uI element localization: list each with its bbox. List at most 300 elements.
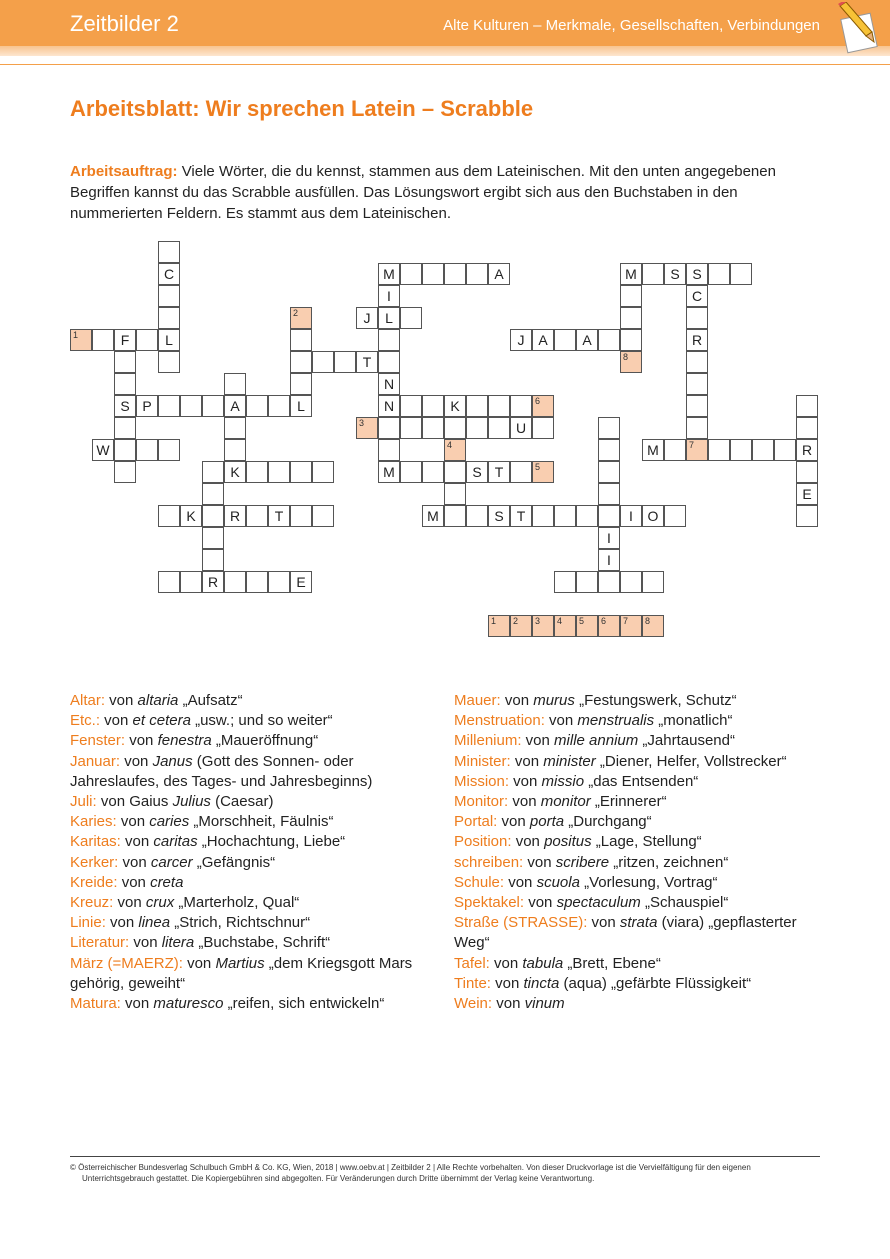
crossword-cell[interactable]	[180, 571, 202, 593]
solution-cell[interactable]	[554, 615, 576, 637]
crossword-cell[interactable]	[202, 527, 224, 549]
glossary-term: Millenium:	[454, 732, 522, 750]
crossword-cell[interactable]	[664, 505, 686, 527]
solution-cell[interactable]	[642, 615, 664, 637]
crossword-cell[interactable]: R	[224, 505, 246, 527]
crossword-cell[interactable]: R	[686, 329, 708, 351]
solution-number: 5	[579, 616, 585, 626]
glossary-pre: von	[129, 934, 162, 952]
crossword-cell[interactable]	[246, 395, 268, 417]
crossword-cell[interactable]	[642, 571, 664, 593]
glossary-meaning: „Hochachtung, Liebe“	[197, 833, 346, 851]
crossword-cell[interactable]: K	[180, 505, 202, 527]
crossword-cell[interactable]	[598, 417, 620, 439]
glossary-pre: von	[587, 914, 620, 932]
glossary-latin: litera	[161, 934, 195, 952]
glossary-term: Kreide:	[70, 873, 118, 891]
solution-cell[interactable]	[532, 615, 554, 637]
crossword-cell[interactable]	[642, 263, 664, 285]
glossary-latin: creta	[150, 873, 184, 891]
crossword-cell[interactable]: N	[378, 395, 400, 417]
glossary-term: Wein:	[454, 995, 493, 1013]
crossword-cell[interactable]	[444, 263, 466, 285]
solution-number: 4	[557, 616, 563, 626]
crossword-cell[interactable]: I	[598, 549, 620, 571]
crossword-cell[interactable]	[180, 395, 202, 417]
crossword-cell[interactable]	[444, 461, 466, 483]
glossary-latin: vinum	[524, 995, 565, 1013]
crossword-cell[interactable]	[136, 439, 158, 461]
crossword-cell[interactable]	[444, 417, 466, 439]
glossary-entry	[70, 873, 440, 893]
crossword-cell[interactable]: R	[202, 571, 224, 593]
crossword-cell[interactable]: K	[444, 395, 466, 417]
crossword-cell[interactable]	[290, 373, 312, 395]
solution-cell[interactable]	[576, 615, 598, 637]
crossword-cell[interactable]: K	[224, 461, 246, 483]
crossword-cell[interactable]: S	[466, 461, 488, 483]
glossary-term: Spektakel:	[454, 894, 525, 912]
glossary-meaning: „usw.; und so weiter“	[190, 712, 333, 730]
crossword-cell[interactable]	[576, 505, 598, 527]
crossword-cell[interactable]	[554, 329, 576, 351]
crossword-cell[interactable]	[246, 461, 268, 483]
glossary-entry	[70, 933, 440, 953]
crossword-cell[interactable]	[268, 461, 290, 483]
crossword-cell[interactable]	[554, 571, 576, 593]
crossword-cell[interactable]	[422, 417, 444, 439]
crossword-cell[interactable]	[400, 461, 422, 483]
crossword-cell[interactable]	[224, 439, 246, 461]
crossword-cell[interactable]	[378, 417, 400, 439]
crossword-cell[interactable]	[202, 483, 224, 505]
crossword-cell[interactable]: A	[224, 395, 246, 417]
glossary-term: Menstruation:	[454, 712, 545, 730]
glossary-term: Portal:	[454, 813, 498, 831]
glossary-meaning: „ritzen, zeichnen“	[609, 853, 729, 871]
crossword-cell[interactable]	[510, 461, 532, 483]
glossary-entry	[70, 913, 440, 933]
crossword-cell[interactable]	[290, 329, 312, 351]
glossary-entry	[454, 994, 824, 1014]
crossword-cell[interactable]	[598, 439, 620, 461]
glossary-latin: positus	[544, 833, 592, 851]
glossary-pre: von	[182, 954, 216, 972]
glossary-pre: von	[492, 995, 525, 1013]
glossary-meaning: „reifen, sich entwickeln“	[223, 995, 385, 1013]
glossary-meaning: „Schauspiel“	[640, 894, 729, 912]
glossary-term: Kreuz:	[70, 894, 114, 912]
crossword-cell[interactable]: E	[290, 571, 312, 593]
glossary-meaning: „monatlich“	[654, 712, 733, 730]
crossword-cell[interactable]	[532, 395, 554, 417]
crossword-cell[interactable]	[246, 505, 268, 527]
solution-number: 7	[623, 616, 629, 626]
glossary-entry	[454, 691, 824, 711]
glossary-term: Position:	[454, 833, 512, 851]
crossword-cell[interactable]	[708, 439, 730, 461]
crossword-cell[interactable]	[202, 505, 224, 527]
crossword-cell[interactable]	[70, 329, 92, 351]
crossword-cell[interactable]	[158, 285, 180, 307]
glossary-term: Karies:	[70, 813, 117, 831]
solution-number: 8	[645, 616, 651, 626]
glossary-pre: von	[523, 853, 556, 871]
glossary-latin: missio	[541, 772, 585, 790]
glossary-meaning: „Strich, Richtschnur“	[170, 914, 311, 932]
glossary-entry	[70, 853, 440, 873]
crossword-cell[interactable]	[488, 417, 510, 439]
glossary-term: Fenster:	[70, 732, 126, 750]
crossword-cell[interactable]: R	[796, 439, 818, 461]
glossary-meaning: (Caesar)	[210, 793, 274, 811]
crossword-cell[interactable]	[400, 395, 422, 417]
solution-number: 6	[601, 616, 607, 626]
crossword-cell[interactable]	[136, 329, 158, 351]
glossary-entry	[70, 792, 440, 812]
glossary-meaning: „Vorlesung, Vortrag“	[579, 873, 718, 891]
glossary-latin: fenestra	[157, 732, 212, 750]
footer-line-2: Unterrichtsgebrauch gestattet. Die Kopiergebühren sind abgegolten. Für Veränderungen durch Dritte übernimmt der Verlag keine Verantwortung.	[82, 1174, 595, 1183]
cell-number: 8	[623, 352, 629, 362]
crossword-cell[interactable]: E	[796, 483, 818, 505]
glossary-meaning: „Buchstabe, Schrift“	[194, 934, 331, 952]
glossary-entry	[454, 893, 824, 913]
crossword-cell[interactable]	[202, 549, 224, 571]
crossword-cell[interactable]	[158, 505, 180, 527]
crossword-cell[interactable]	[620, 571, 642, 593]
crossword-cell[interactable]	[510, 395, 532, 417]
crossword-cell[interactable]	[730, 263, 752, 285]
crossword-cell[interactable]	[686, 351, 708, 373]
book-title: Zeitbilder 2	[70, 11, 179, 36]
glossary-entry	[454, 853, 824, 873]
crossword-cell[interactable]	[400, 417, 422, 439]
crossword-cell[interactable]	[620, 307, 642, 329]
glossary-term: Minister:	[454, 752, 511, 770]
glossary-entry	[70, 832, 440, 852]
glossary-latin: caries	[149, 813, 190, 831]
crossword-cell[interactable]	[444, 505, 466, 527]
glossary-meaning: „das Entsenden“	[584, 772, 699, 790]
cell-number: 3	[359, 418, 365, 428]
crossword-cell[interactable]: M	[422, 505, 444, 527]
crossword-cell[interactable]	[686, 439, 708, 461]
crossword-cell[interactable]	[202, 395, 224, 417]
crossword-cell[interactable]	[620, 329, 642, 351]
crossword-cell[interactable]	[466, 505, 488, 527]
glossary-entry	[70, 711, 440, 731]
solution-number: 1	[491, 616, 497, 626]
crossword-cell[interactable]: S	[114, 395, 136, 417]
glossary-latin: porta	[529, 813, 565, 831]
crossword-cell[interactable]	[620, 351, 642, 373]
crossword-cell[interactable]: O	[642, 505, 664, 527]
glossary-right-column	[454, 691, 824, 1014]
glossary-term: Januar:	[70, 752, 121, 770]
crossword-cell[interactable]: N	[378, 373, 400, 395]
crossword-cell[interactable]	[708, 263, 730, 285]
glossary-latin: Martius	[215, 954, 265, 972]
crossword-cell[interactable]	[422, 263, 444, 285]
glossary-pre: von	[125, 732, 158, 750]
crossword-cell[interactable]	[664, 439, 686, 461]
glossary-latin: carcer	[150, 853, 193, 871]
task-text: Viele Wörter, die du kennst, stammen aus dem Lateinischen. Mit den unten angegebenen Begriffen kannst du das Scrabble ausfüllen. Das Lösungswort ergibt sich aus den Buchstaben in den nummerierten Feldern. Es stammt aus dem Lateinischen.	[70, 163, 776, 222]
crossword-cell[interactable]	[796, 395, 818, 417]
crossword-cell[interactable]: W	[92, 439, 114, 461]
crossword-cell[interactable]	[554, 505, 576, 527]
crossword-cell[interactable]: I	[598, 527, 620, 549]
crossword-cell[interactable]	[378, 439, 400, 461]
crossword-cell[interactable]	[598, 329, 620, 351]
crossword-cell[interactable]	[378, 351, 400, 373]
solution-cell[interactable]	[598, 615, 620, 637]
crossword-cell[interactable]	[686, 395, 708, 417]
crossword-cell[interactable]	[268, 395, 290, 417]
crossword-cell[interactable]	[290, 505, 312, 527]
glossary-meaning: „Aufsatz“	[178, 692, 243, 709]
crossword-cell[interactable]	[224, 571, 246, 593]
crossword-cell[interactable]	[224, 417, 246, 439]
glossary-meaning: „Jahrtausend“	[638, 732, 735, 750]
crossword-cell[interactable]: M	[378, 461, 400, 483]
crossword-cell[interactable]	[686, 373, 708, 395]
crossword-cell[interactable]	[114, 439, 136, 461]
crossword-cell[interactable]	[752, 439, 774, 461]
glossary-pre: von	[100, 712, 133, 730]
crossword-cell[interactable]: C	[686, 285, 708, 307]
glossary-meaning: (viara) „gepflasterter Weg“	[454, 914, 797, 952]
glossary-entry	[454, 832, 824, 852]
crossword-cell[interactable]	[796, 505, 818, 527]
glossary-meaning: „Festungswerk, Schutz“	[574, 692, 737, 709]
glossary-meaning: „Morschheit, Fäulnis“	[189, 813, 334, 831]
crossword-cell[interactable]: C	[158, 263, 180, 285]
crossword-cell[interactable]	[114, 461, 136, 483]
crossword-cell[interactable]: T	[488, 461, 510, 483]
glossary-entry	[70, 812, 440, 832]
glossary-latin: Janus	[152, 752, 193, 770]
crossword-cell[interactable]: T	[510, 505, 532, 527]
cell-number: 6	[535, 396, 541, 406]
glossary-term: Tinte:	[454, 974, 491, 992]
crossword-cell[interactable]: S	[488, 505, 510, 527]
glossary-entry	[454, 752, 824, 772]
crossword-cell[interactable]	[466, 417, 488, 439]
crossword-cell[interactable]	[532, 417, 554, 439]
glossary-pre: von	[120, 833, 154, 851]
crossword-cell[interactable]: I	[620, 505, 642, 527]
crossword-cell[interactable]: S	[686, 263, 708, 285]
crossword-cell[interactable]	[620, 285, 642, 307]
solution-number: 2	[513, 616, 519, 626]
glossary-latin: maturesco	[153, 995, 224, 1013]
crossword-cell[interactable]: I	[378, 285, 400, 307]
crossword-cell[interactable]	[158, 571, 180, 593]
crossword-cell[interactable]	[422, 395, 444, 417]
glossary-pre: von	[118, 853, 151, 871]
glossary-term: Kerker:	[70, 853, 119, 871]
glossary-entry	[454, 812, 824, 832]
crossword-cell[interactable]	[290, 461, 312, 483]
glossary-latin: strata	[619, 914, 658, 932]
crossword-cell[interactable]	[466, 263, 488, 285]
cell-number: 2	[293, 308, 299, 318]
crossword-cell[interactable]: M	[620, 263, 642, 285]
crossword-cell[interactable]: T	[268, 505, 290, 527]
crossword-cell[interactable]	[158, 395, 180, 417]
crossword-cell[interactable]	[730, 439, 752, 461]
glossary-latin: Julius	[172, 793, 211, 811]
crossword-cell[interactable]	[488, 395, 510, 417]
crossword-cell[interactable]	[158, 351, 180, 373]
crossword-cell[interactable]	[378, 329, 400, 351]
crossword-cell[interactable]	[774, 439, 796, 461]
glossary-pre: von	[489, 954, 523, 972]
crossword-cell[interactable]	[224, 373, 246, 395]
solution-cell[interactable]	[620, 615, 642, 637]
crossword-cell[interactable]	[334, 351, 356, 373]
crossword-cell[interactable]	[422, 461, 444, 483]
cell-number: 1	[73, 330, 79, 340]
crossword-cell[interactable]	[796, 461, 818, 483]
crossword-cell[interactable]	[92, 329, 114, 351]
glossary-entry	[454, 792, 824, 812]
crossword-cell[interactable]: L	[290, 395, 312, 417]
glossary-latin: linea	[138, 914, 171, 932]
glossary-latin: spectaculum	[556, 894, 641, 912]
glossary-latin: tabula	[522, 954, 564, 972]
crossword-cell[interactable]	[114, 373, 136, 395]
crossword-cell[interactable]: J	[510, 329, 532, 351]
glossary-latin: caritas	[153, 833, 198, 851]
glossary-pre: von	[509, 772, 542, 790]
glossary-term: Juli:	[70, 793, 97, 811]
crossword-cell[interactable]	[400, 307, 422, 329]
crossword-cell[interactable]	[202, 461, 224, 483]
crossword-cell[interactable]	[598, 483, 620, 505]
crossword-cell[interactable]	[796, 417, 818, 439]
glossary-meaning: „Gefängnis“	[192, 853, 276, 871]
crossword-cell[interactable]	[158, 439, 180, 461]
glossary-term: Matura:	[70, 995, 121, 1013]
crossword-cell[interactable]	[598, 571, 620, 593]
glossary-pre: von	[504, 873, 537, 891]
glossary-meaning: „Diener, Helfer, Vollstrecker“	[595, 752, 787, 770]
crossword-cell[interactable]	[158, 241, 180, 263]
crossword-cell[interactable]: M	[378, 263, 400, 285]
crossword-cell[interactable]	[114, 417, 136, 439]
glossary-meaning: „dem Kriegsgott Mars gehörig, geweiht“	[70, 954, 413, 992]
crossword-cell[interactable]: T	[356, 351, 378, 373]
glossary-term: Monitor:	[454, 793, 509, 811]
crossword-cell[interactable]: M	[642, 439, 664, 461]
glossary-latin: altaria	[137, 692, 179, 709]
glossary-entry	[70, 893, 440, 913]
glossary-entry	[70, 691, 440, 711]
glossary-pre: von	[116, 813, 150, 831]
glossary-meaning: (aqua) „gefärbte Flüssigkeit“	[559, 974, 752, 992]
crossword-cell[interactable]: S	[664, 263, 686, 285]
glossary-meaning: „Erinnerer“	[590, 793, 667, 811]
crossword-cell[interactable]	[466, 395, 488, 417]
crossword-cell[interactable]	[532, 505, 554, 527]
glossary-entry	[454, 731, 824, 751]
crossword-cell[interactable]: L	[378, 307, 400, 329]
glossary-term: Mission:	[454, 772, 510, 790]
crossword-cell[interactable]	[444, 439, 466, 461]
glossary-entry	[454, 954, 824, 974]
solution-number: 3	[535, 616, 541, 626]
footer-line-1: © Österreichischer Bundesverlag Schulbuch GmbH & Co. KG, Wien, 2018 | www.oebv.at | Zeitbilder 2 | Alle Rechte vorbehalten. Von dieser Druckvorlage ist die Vervielfältigung für den eigenen	[70, 1163, 751, 1172]
page-title: Arbeitsblatt: Wir sprechen Latein – Scrabble	[70, 96, 534, 121]
glossary-pre: von	[497, 813, 530, 831]
glossary-term: Literatur:	[70, 934, 130, 952]
glossary-latin: tincta	[523, 974, 560, 992]
glossary-left-column	[70, 691, 440, 1014]
glossary-pre: von	[521, 732, 555, 750]
glossary-entry	[454, 711, 824, 731]
glossary-entry	[70, 731, 440, 751]
crossword-cell[interactable]: L	[158, 329, 180, 351]
cell-number: 5	[535, 462, 541, 472]
glossary-entry	[70, 954, 440, 994]
crossword-cell[interactable]: J	[356, 307, 378, 329]
crossword-cell[interactable]	[598, 461, 620, 483]
crossword-cell[interactable]	[356, 417, 378, 439]
glossary-latin: murus	[533, 692, 575, 709]
crossword-cell[interactable]	[400, 263, 422, 285]
glossary-latin: minister	[543, 752, 596, 770]
crossword-cell[interactable]	[114, 351, 136, 373]
glossary-term: Linie:	[70, 914, 106, 932]
crossword-cell[interactable]: U	[510, 417, 532, 439]
crossword-cell[interactable]	[686, 417, 708, 439]
crossword-cell[interactable]: P	[136, 395, 158, 417]
crossword-cell[interactable]	[268, 571, 290, 593]
crossword-cell[interactable]	[686, 307, 708, 329]
glossary-entry	[454, 873, 824, 893]
solution-cell[interactable]	[510, 615, 532, 637]
cell-number: 4	[447, 440, 453, 450]
crossword-cell[interactable]	[158, 307, 180, 329]
glossary-entry	[70, 752, 440, 792]
crossword-cell[interactable]	[312, 461, 334, 483]
crossword-cell[interactable]	[576, 571, 598, 593]
crossword-cell[interactable]: A	[488, 263, 510, 285]
crossword-cell[interactable]	[246, 571, 268, 593]
glossary-pre: von	[544, 712, 578, 730]
glossary-term: Mauer:	[454, 692, 501, 709]
crossword-cell[interactable]	[312, 351, 334, 373]
crossword-cell[interactable]	[290, 351, 312, 373]
crossword-cell[interactable]	[444, 483, 466, 505]
solution-cell[interactable]	[488, 615, 510, 637]
crossword-cell[interactable]: A	[576, 329, 598, 351]
glossary-pre: von	[490, 974, 524, 992]
crossword-cell[interactable]	[290, 307, 312, 329]
crossword-cell[interactable]: A	[532, 329, 554, 351]
crossword-cell[interactable]	[312, 505, 334, 527]
glossary-latin: mille annium	[554, 732, 639, 750]
glossary-entry	[454, 974, 824, 994]
glossary-pre: von	[508, 793, 541, 811]
crossword-cell[interactable]: F	[114, 329, 136, 351]
glossary-meaning: „Durchgang“	[564, 813, 652, 831]
crossword-cell[interactable]	[598, 505, 620, 527]
crossword-cell[interactable]	[532, 461, 554, 483]
